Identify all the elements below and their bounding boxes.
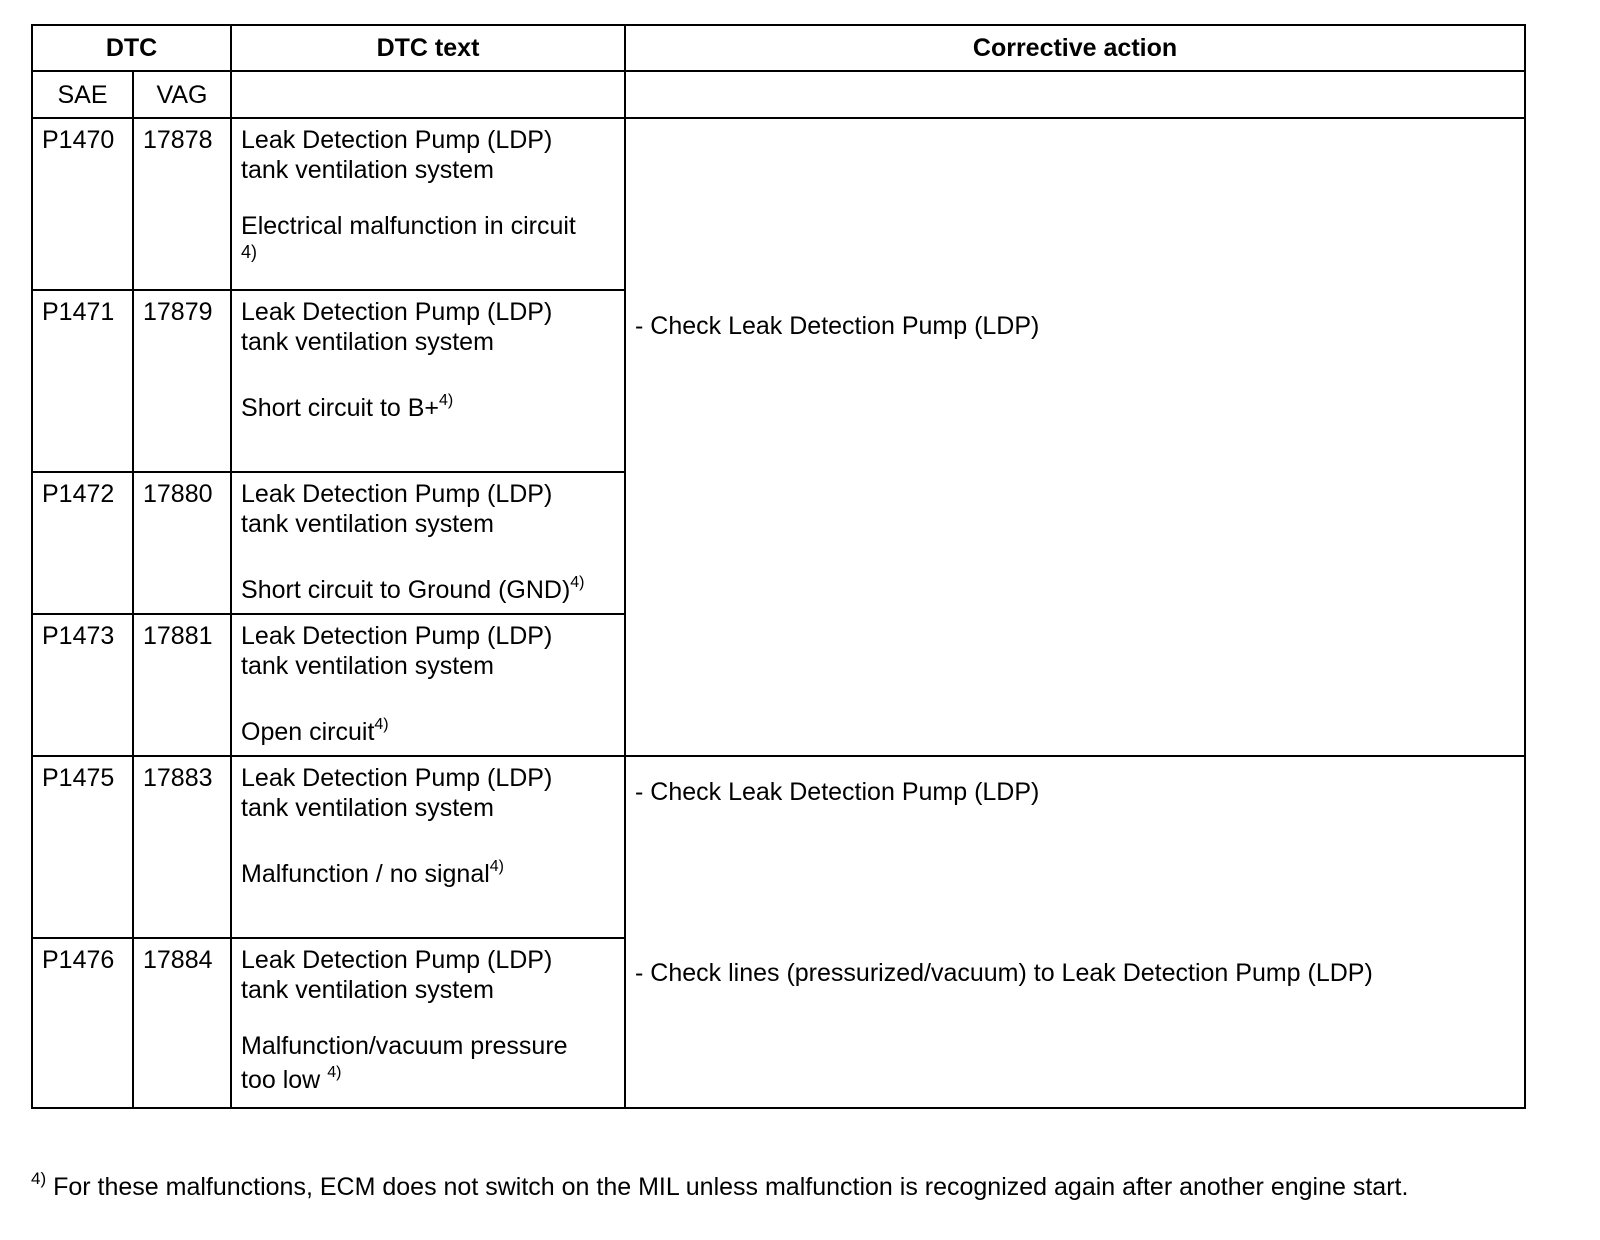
header-row (32, 25, 1525, 71)
dtc-table (31, 24, 1526, 1109)
dtc-text-line2: tank ventilation system (241, 652, 494, 680)
dtc-text-line2: tank ventilation system (241, 156, 494, 184)
corrective-action-group2 (625, 756, 1525, 1108)
dtc-detail: Open circuit (241, 718, 375, 746)
footnote-ref: 4) (327, 1063, 342, 1081)
dtc-description (231, 290, 625, 472)
header-corrective-action: Corrective action (625, 25, 1525, 71)
vag-code: 17881 (133, 614, 231, 756)
sae-code: P1473 (32, 614, 133, 756)
dtc-text-line2: tank ventilation system (241, 328, 494, 356)
vag-code: 17879 (133, 290, 231, 472)
dtc-description (231, 938, 625, 1108)
vag-code: 17884 (133, 938, 231, 1108)
dtc-description (231, 472, 625, 614)
sae-code: P1476 (32, 938, 133, 1108)
header-sae: SAE (32, 71, 133, 118)
sae-code: P1475 (32, 756, 133, 938)
dtc-detail: Short circuit to B+ (241, 394, 440, 422)
header-dtc: DTC (32, 25, 231, 71)
dtc-detail: Electrical malfunction in circuit (241, 212, 576, 240)
footnote-text: For these malfunctions, ECM does not switch on the MIL unless malfunction is recognized again after another engine start. (46, 1173, 1409, 1201)
dtc-detail: Short circuit to Ground (GND) (241, 576, 571, 604)
subheader-empty-action (625, 71, 1525, 118)
dtc-detail: Malfunction/vacuum pressure (241, 1032, 568, 1060)
header-dtc-text: DTC text (231, 25, 625, 71)
header-vag: VAG (133, 71, 231, 118)
action-check-lines: - Check lines (pressurized/vacuum) to Leak Detection Pump (LDP) (635, 959, 1373, 987)
action-check-ldp: - Check Leak Detection Pump (LDP) (635, 312, 1040, 340)
table-row (32, 756, 1525, 938)
sae-code: P1470 (32, 118, 133, 290)
sae-code: P1471 (32, 290, 133, 472)
footnote (31, 1168, 1409, 1202)
dtc-description (231, 614, 625, 756)
table-row (32, 118, 1525, 290)
vag-code: 17878 (133, 118, 231, 290)
dtc-text-line1: Leak Detection Pump (LDP) (241, 298, 553, 326)
vag-code: 17883 (133, 756, 231, 938)
dtc-text-line1: Leak Detection Pump (LDP) (241, 480, 553, 508)
corrective-action-group1 (625, 118, 1525, 756)
dtc-text-line1: Leak Detection Pump (LDP) (241, 764, 553, 792)
subheader-row (32, 71, 1525, 118)
dtc-text-line1: Leak Detection Pump (LDP) (241, 126, 553, 154)
subheader-empty-text (231, 71, 625, 118)
sae-code: P1472 (32, 472, 133, 614)
dtc-text-line2: tank ventilation system (241, 794, 494, 822)
dtc-text-line2: tank ventilation system (241, 976, 494, 1004)
dtc-text-line2: tank ventilation system (241, 510, 494, 538)
dtc-text-line1: Leak Detection Pump (LDP) (241, 946, 553, 974)
footnote-ref: 4) (374, 715, 389, 733)
dtc-detail: Malfunction / no signal (241, 860, 490, 888)
footnote-ref: 4) (570, 573, 585, 591)
action-check-ldp: - Check Leak Detection Pump (LDP) (635, 778, 1040, 806)
footnote-ref: 4) (489, 857, 505, 875)
dtc-description (231, 118, 625, 290)
dtc-text-line1: Leak Detection Pump (LDP) (241, 622, 553, 650)
footnote-ref: 4) (241, 242, 258, 262)
dtc-detail-cont: too low (241, 1066, 321, 1094)
dtc-description (231, 756, 625, 938)
footnote-mark: 4) (31, 1168, 47, 1188)
vag-code: 17880 (133, 472, 231, 614)
footnote-ref: 4) (439, 391, 454, 409)
